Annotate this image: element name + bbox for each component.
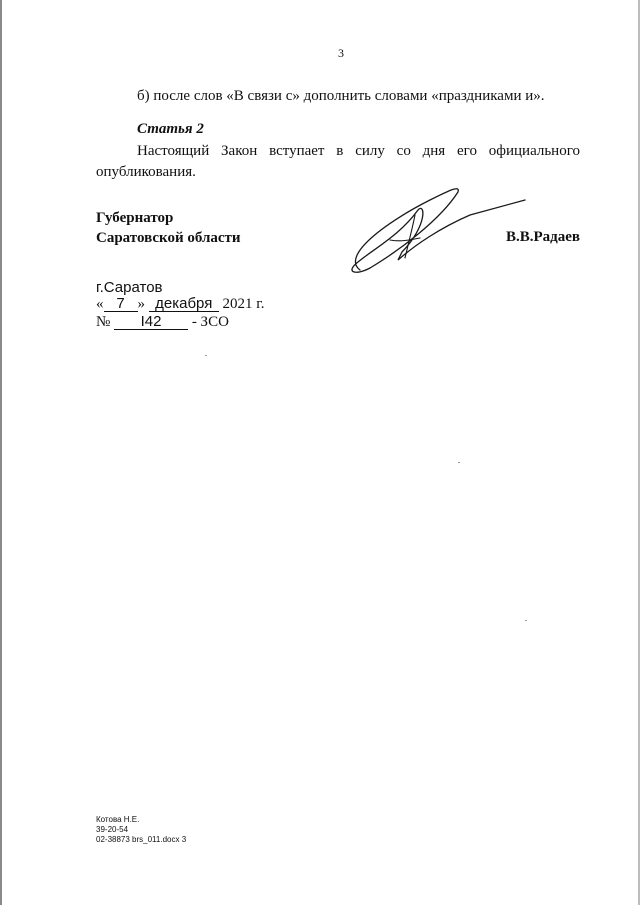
- scan-speck: [458, 462, 460, 463]
- article-2-text: Настоящий Закон вступает в силу со дня его официального опубликования.: [96, 143, 580, 180]
- date-month: декабря: [149, 296, 219, 312]
- scan-edge-left: [0, 0, 2, 905]
- handwritten-signature: [330, 180, 530, 280]
- scan-speck: [205, 355, 207, 356]
- footer-author: Котова Н.Е.: [96, 815, 140, 824]
- footer-phone: 39-20-54: [96, 825, 129, 834]
- date-day: 7: [104, 296, 138, 312]
- law-number: [96, 314, 229, 331]
- date-close-quote: »: [137, 296, 145, 312]
- article-2-title: Статья 2: [137, 121, 204, 137]
- signing-date: [96, 296, 264, 313]
- page-number: 3: [338, 46, 344, 60]
- law-number-prefix: №: [96, 314, 111, 330]
- date-open-quote: «: [96, 296, 104, 312]
- governor-name: В.В.Радаев: [505, 229, 580, 245]
- footer-file: 02-38873 brs_011.docx 3: [96, 835, 187, 844]
- governor-title: [96, 208, 241, 248]
- law-number-suffix: - ЗСО: [191, 314, 229, 330]
- governor-position-line1: Губернатор: [96, 210, 174, 226]
- law-number-value: I42: [114, 314, 188, 330]
- paragraph-b: б) после слов «В связи с» дополнить словами «праздниками и».: [137, 88, 545, 104]
- scan-speck: [525, 620, 527, 621]
- place-of-signing: г.Саратов: [96, 279, 163, 296]
- date-year: 2021 г.: [222, 296, 265, 312]
- governor-position-line2: Саратовской области: [96, 230, 241, 246]
- footer-note: [96, 815, 186, 845]
